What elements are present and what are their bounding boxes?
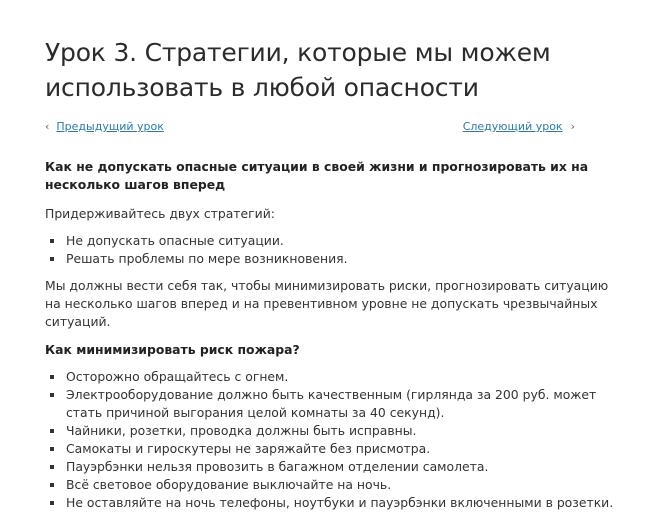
bullet-icon (50, 501, 54, 505)
list-item (45, 368, 615, 386)
list-item (45, 458, 615, 476)
risk-paragraph: Мы должны вести себя так, чтобы минимизировать риски, прогнозировать ситуацию на несколько шагов вперед и на превентивном уровне не допускать чрезвычайных ситуаций. (45, 278, 609, 329)
list-item-text: Решать проблемы по мере возникновения. (66, 251, 348, 266)
list-item (45, 250, 615, 268)
bullet-icon (50, 239, 54, 243)
bullet-icon (50, 429, 54, 433)
prev-lesson-link[interactable]: Предыдущий урок (56, 120, 164, 133)
bullet-icon (50, 393, 54, 397)
next-lesson-link[interactable]: Следующий урок (462, 120, 563, 133)
bullet-icon (50, 447, 54, 451)
list-item-text: Осторожно обращайтесь с огнем. (66, 369, 289, 384)
prev-lesson-nav (45, 119, 164, 135)
list-item-text: Всё световое оборудование выключайте на ночь. (66, 477, 392, 492)
lesson-page (45, 0, 615, 512)
chevron-left-icon: ‹ (45, 120, 50, 133)
list-item-text: Не допускать опасные ситуации. (66, 233, 284, 248)
list-item-text: Электрооборудование должно быть качественным (гирлянда за 200 руб. может стать причиной выгорания целой комнаты за 40 секунд). (66, 387, 597, 420)
bullet-icon (50, 483, 54, 487)
bullet-icon (50, 375, 54, 379)
strategies-intro: Придерживайтесь двух стратегий: (45, 206, 275, 221)
list-item (45, 386, 615, 422)
lesson-navigation (45, 119, 615, 135)
list-item (45, 232, 615, 250)
list-item (45, 476, 615, 494)
bullet-icon (50, 257, 54, 261)
next-lesson-nav (463, 119, 575, 135)
fire-safety-list (45, 368, 615, 512)
list-item (45, 422, 615, 440)
chevron-right-icon: › (570, 120, 575, 133)
page-title: Урок 3. Стратегии, которые мы можем использовать в любой опасности (45, 38, 551, 102)
strategies-list (45, 232, 615, 268)
bullet-icon (50, 465, 54, 469)
section-heading-fire-risk: Как минимизировать риск пожара? (45, 342, 300, 357)
section-heading-prevention: Как не допускать опасные ситуации в своей жизни и прогнозировать их на несколько шагов вперед (45, 159, 589, 192)
list-item-text: Чайники, розетки, проводка должны быть исправны. (66, 423, 417, 438)
list-item-text: Не оставляйте на ночь телефоны, ноутбуки и пауэрбэнки включенными в розетки. (66, 495, 614, 510)
list-item-text: Пауэрбэнки нельзя провозить в багажном отделении самолета. (66, 459, 489, 474)
list-item (45, 440, 615, 458)
list-item-text: Самокаты и гироскутеры не заряжайте без присмотра. (66, 441, 431, 456)
list-item (45, 494, 615, 512)
